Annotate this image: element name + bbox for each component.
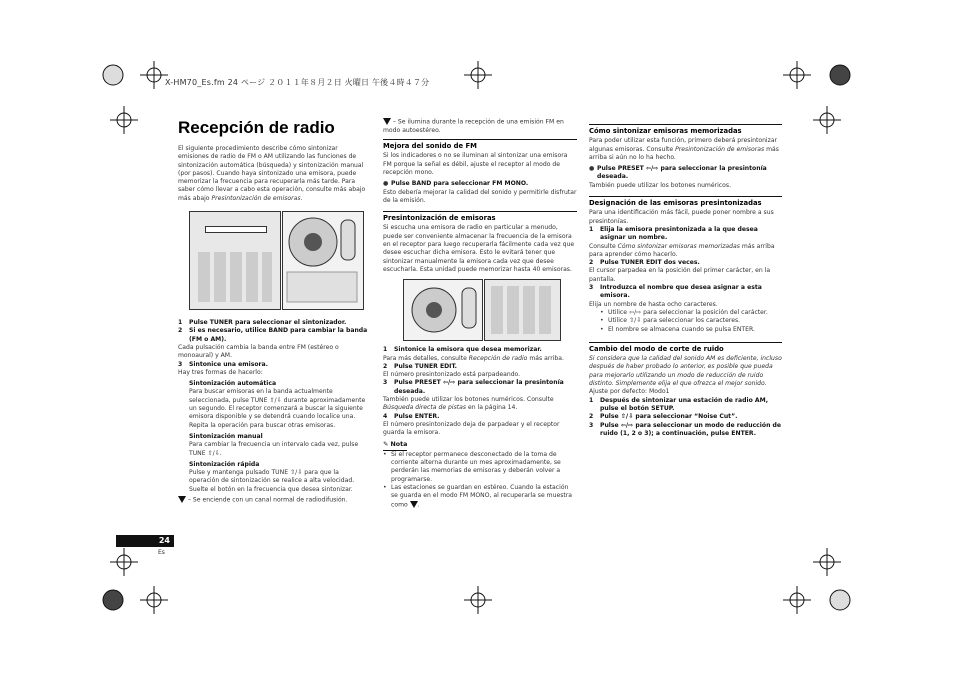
tuned-indicator-icon <box>178 496 186 503</box>
fm-sound-text: Si los indicadores o no se iluminan al sintonizar una emisora FM porque la señal es débil, ajuste el receptor al modo de recepción mono. <box>383 152 568 176</box>
step-3: 3 Sintonice una emisora. <box>178 360 268 368</box>
step-3-sub: Hay tres formas de hacerlo: <box>178 368 263 376</box>
presets-text: Si escucha una emisora de radio en particular a menudo, puede ser conveniente almacenar la frecuencia de la emisora en el receptor para luego recuperarla fácilmente cada vez que desee escuchar dicha emisora. Esto le evitará tener que sintonizar manualmente la emisora cada vez que desee escucharla. Esta unidad puede memorizar hasta 40 emisoras. <box>383 224 575 273</box>
note-heading: ✎ Nota <box>383 441 407 451</box>
step-2-sub: Cada pulsación cambia la banda entre FM (estéreo o monoaural) y AM. <box>178 343 339 360</box>
naming-heading: Designación de las emisoras presintonizadas <box>589 196 782 207</box>
fm-mono-bullet: Pulse BAND para seleccionar FM MONO. <box>391 180 529 188</box>
remote-dpad <box>283 212 363 309</box>
tuned-indicator-note: – Se enciende con un canal normal de radiodifusión. <box>187 496 348 504</box>
auto-tuning-heading: Sintonización automática <box>189 380 277 388</box>
preset-step-3: Pulse PRESET ⇦/⇨ para seleccionar la presintonía deseada. <box>394 379 564 395</box>
stereo-indicator-note: – Se ilumina durante la recepción de una emisión FM en modo autoestéreo. <box>383 118 564 134</box>
noise-cut-heading: Cambio del modo de corte de ruido <box>589 342 782 353</box>
remote-illustration <box>178 211 370 311</box>
memorized-bullet: Pulse PRESET ⇦/⇨ para seleccionar la presintonía deseada. <box>597 165 767 181</box>
note-1: Si el receptor permanece desconectado de la toma de corriente alterna durante un mes aproximadamente, se perderán las memorias de emisoras y deberán volver a programarse. <box>391 450 561 483</box>
step-2: 2 Si es necesario, utilice BAND para cambiar la banda (FM o AM). <box>178 327 368 343</box>
manual-tuning-heading: Sintonización manual <box>189 432 263 440</box>
preset-step-2: Pulse TUNER EDIT. <box>394 362 457 370</box>
rapid-tuning-text: Pulse y mantenga pulsado TUNE ⇧/⇩ para que la operación de sintonización se realice a alta velocidad. Suelte el botón en la frecuencia que desea sintonizar. <box>189 469 355 493</box>
rapid-tuning-heading: Sintonización rápida <box>189 460 260 468</box>
preset-step-4: Pulse ENTER. <box>394 412 440 420</box>
print-header: X-HM70_Es.fm 24 ページ ２０１１年８月２日 火曜日 午後４時４７分 <box>165 78 430 87</box>
page-title: Recepción de radio <box>178 118 335 137</box>
remote-illustration-2 <box>383 279 577 341</box>
language-code: Es <box>158 549 165 556</box>
page-number: 24 <box>116 535 174 547</box>
presets-heading: Presintonización de emisoras <box>383 211 577 222</box>
step-1: 1 Pulse TUNER para seleccionar el sintonizador. <box>178 319 347 327</box>
memorized-heading: Cómo sintonizar emisoras memorizadas <box>589 124 782 135</box>
manual-tuning-text: Para cambiar la frecuencia un intervalo cada vez, pulse TUNE ⇧/⇩. <box>189 441 359 457</box>
stereo-indicator-icon <box>383 118 391 125</box>
column-1 <box>178 145 370 505</box>
fm-sound-text-2: Esto debería mejorar la calidad del sonido y permitirle disfrutar de la emisión. <box>383 188 577 204</box>
column-3: Cómo sintonizar emisoras memorizadas Para poder utilizar esta función, primero deberá presintonizar algunas emisoras. Consulte Presintonización de emisoras más arriba si aún no lo ha hecho. ● Pulse PRESET ⇦/⇨ para seleccionar la presintonía deseada. También puede utilizar los botones numéricos. Designación de las emisoras presintonizadas Para una identificación más fácil, puede poner nombre a sus presintonías. 1 Elija la emisora presintonizada a la que desea asignar un nombre. Consulte Cómo sintonizar emisoras memorizadas más arriba para aprender cómo hacerlo. 2 Pulse TUNER EDIT dos veces. El cursor parpadea en la posición del primer carácter, en la pantalla. 3 Introduzca el nombre que desea asignar a esta emisora. Elija un nombre de hasta ocho caracteres. • Utilice ⇦/⇨ para seleccionar la posición del carácter. • Utilice ⇧/⇩ para seleccionar los caracteres. • El nombre se almacena cuando se pulsa ENTER. Cambio del modo de corte de ruido Si considera que la calidad del sonido AM es deficiente, incluso después de haber probado lo anterior, es posible que pueda para mejorarlo utilizando un modo de reducción de ruido distinto. Simplemente elija el que ofrezca el mejor sonido. Ajuste por defecto: Modo1 1 Después de sintonizar una estación de radio AM, pulse el botón SETUP. 2 Pulse ⇧/⇩ para seleccionar “Noise Cut”. 3 Pulse ⇦/⇨ para seleccionar un modo de reducción de ruido (1, 2 o 3); a continuación, pulse ENTER. <box>589 124 782 438</box>
auto-tuning-text: Para buscar emisoras en la banda actualmente seleccionada, pulse TUNE ⇧/⇩ durante aproximadamente un segundo. El receptor comenzará a buscar la siguiente emisora disponible y se detendrá cuando localice una. Repita la operación para buscar otras emisoras. <box>189 388 366 429</box>
preset-step-1: Sintonice la emisora que desea memorizar. <box>394 346 542 354</box>
stereo-indicator-icon-2 <box>410 501 418 508</box>
note-2: Las estaciones se guardan en estéreo. Cuando la estación se guarda en el modo FM MONO, al recuperarla se muestra como <box>391 484 573 509</box>
fm-sound-heading: Mejora del sonido de FM <box>383 139 577 150</box>
intro-text: El siguiente procedimiento describe cómo sintonizar emisiones de radio de FM o AM utilizando las funciones de sintonización automática (búsqueda) y sintonización manual (por pasos). Cuando haya sintonizado una emisora, puede memorizar la frecuencia para recuperarla más tarde. Para saber cómo llevar a cabo esta operación, consulte más abajo más abajo Presintonización de emisoras. <box>178 145 366 202</box>
column-2: – Se ilumina durante la recepción de una emisión FM en modo autoestéreo. Mejora del sonido de FM Si los indicadores o no se iluminan al sintonizar una emisora FM porque la señal es débil, ajuste el receptor al modo de recepción mono. ● Pulse BAND para seleccionar FM MONO. Esto debería mejorar la calidad del sonido y permitirle disfrutar de la emisión. Presintonización de emisoras Si escucha una emisora de radio en particular a menudo, puede ser conveniente almacenar la frecuencia de la emisora en el receptor para luego recuperarla fácilmente cada vez que desee escuchar dicha emisora. Esto le evitará tener que sintonizar manualmente la emisora cada vez que desee escucharla. Esta unidad puede memorizar hasta 40 emisoras. 1 Sintonice la emisora que desea memorizar. Para más detalles, consulte Recepción de radio más arriba. 2 Pulse TUNER EDIT. El número presintonizado está parpadeando. 3 Pulse PRESET ⇦/⇨ para seleccionar la presintonía deseada. También puede utilizar los botones numéricos. Consulte Búsqueda directa de pistas en la página 14. 4 Pulse ENTER. El número presintonizado deja de parpadear y el receptor guarda la emisora. ✎ Nota • Si el receptor permanece desconectado de la toma de corriente alterna durante un mes aproximadamente, se perderán las memorias de emisoras y deberán volver a programarse. • Las estaciones se guardan en estéreo. Cuando la estación se guarda en el modo FM MONO, al recuperarla se muestra como . <box>383 118 577 509</box>
